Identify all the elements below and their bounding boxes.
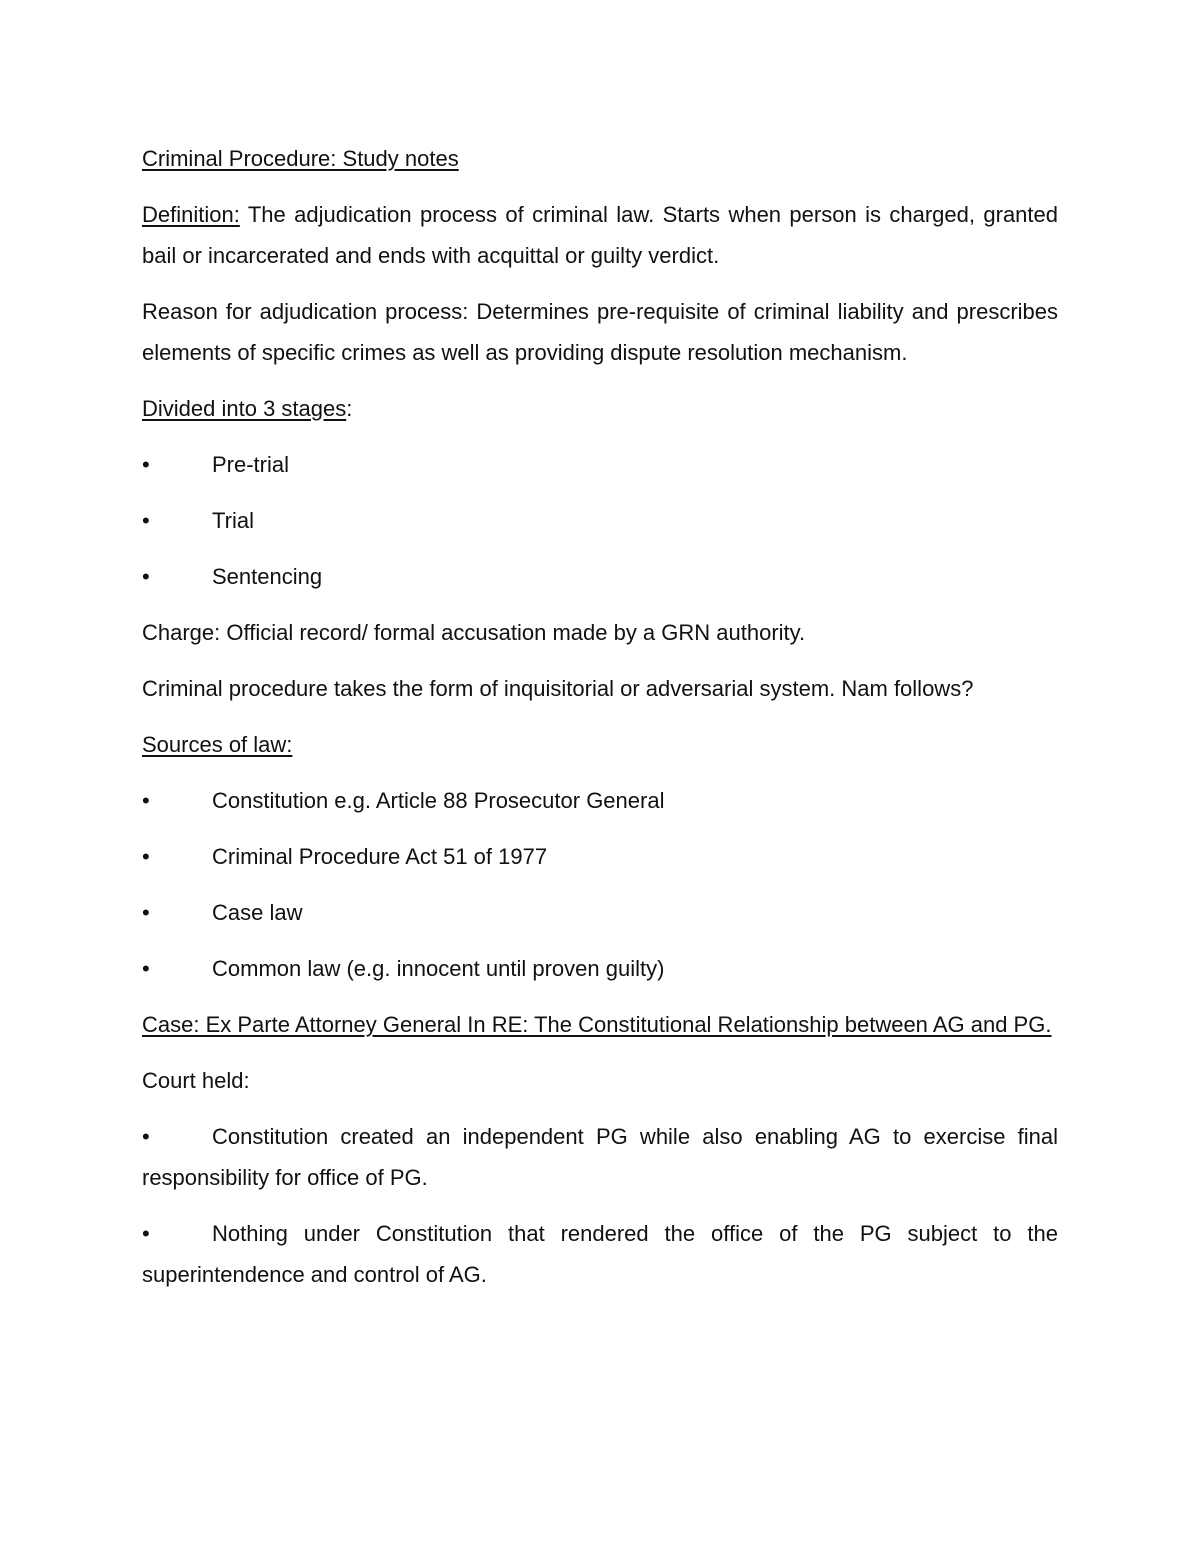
list-item	[142, 836, 1058, 877]
stage-item-text: Trial	[212, 508, 254, 533]
list-item	[142, 948, 1058, 989]
reason-paragraph: Reason for adjudication process: Determines pre-requisite of criminal liability and prescribes elements of specific crimes as well as providing dispute resolution mechanism.	[142, 299, 1058, 365]
list-item	[142, 500, 1058, 541]
bullet-icon: •	[142, 788, 150, 813]
bullet-icon: •	[142, 564, 150, 589]
list-item	[142, 780, 1058, 821]
definition-paragraph	[142, 194, 1058, 276]
finding-text: Constitution created an independent PG while also enabling AG to exercise final responsibility for office of PG.	[142, 1124, 1058, 1190]
stages-heading-text: Divided into 3 stages	[142, 396, 347, 421]
bullet-icon: •	[142, 1124, 150, 1149]
document-page	[142, 138, 1058, 1310]
sources-heading: Sources of law:	[142, 732, 293, 757]
list-item	[142, 444, 1058, 485]
case-heading: Case: Ex Parte Attorney General In RE: The Constitutional Relationship between AG and PG.	[142, 1012, 1052, 1037]
bullet-icon: •	[142, 452, 150, 477]
stages-heading-colon: :	[346, 396, 353, 421]
source-item-text: Case law	[212, 900, 303, 925]
finding-item	[142, 1116, 1058, 1198]
court-held-label: Court held:	[142, 1068, 250, 1093]
page-title: Criminal Procedure: Study notes	[142, 146, 459, 171]
bullet-icon: •	[142, 900, 150, 925]
bullet-icon: •	[142, 1221, 150, 1246]
list-item	[142, 556, 1058, 597]
stages-heading	[142, 388, 1058, 429]
charge-paragraph: Charge: Official record/ formal accusation made by a GRN authority.	[142, 620, 806, 645]
definition-text: The adjudication process of criminal law. Starts when person is charged, granted bail or incarcerated and ends with acquittal or guilty verdict.	[142, 202, 1058, 268]
stage-item-text: Pre-trial	[212, 452, 290, 477]
finding-item	[142, 1213, 1058, 1295]
list-item	[142, 892, 1058, 933]
stage-item-text: Sentencing	[212, 564, 323, 589]
bullet-icon: •	[142, 508, 150, 533]
definition-label: Definition:	[142, 202, 240, 227]
source-item-text: Criminal Procedure Act 51 of 1977	[212, 844, 548, 869]
source-item-text: Common law (e.g. innocent until proven guilty)	[212, 956, 665, 981]
system-paragraph: Criminal procedure takes the form of inquisitorial or adversarial system. Nam follows?	[142, 676, 974, 701]
bullet-icon: •	[142, 956, 150, 981]
finding-text: Nothing under Constitution that rendered the office of the PG subject to the superintendence and control of AG.	[142, 1221, 1058, 1287]
bullet-icon: •	[142, 844, 150, 869]
source-item-text: Constitution e.g. Article 88 Prosecutor General	[212, 788, 665, 813]
